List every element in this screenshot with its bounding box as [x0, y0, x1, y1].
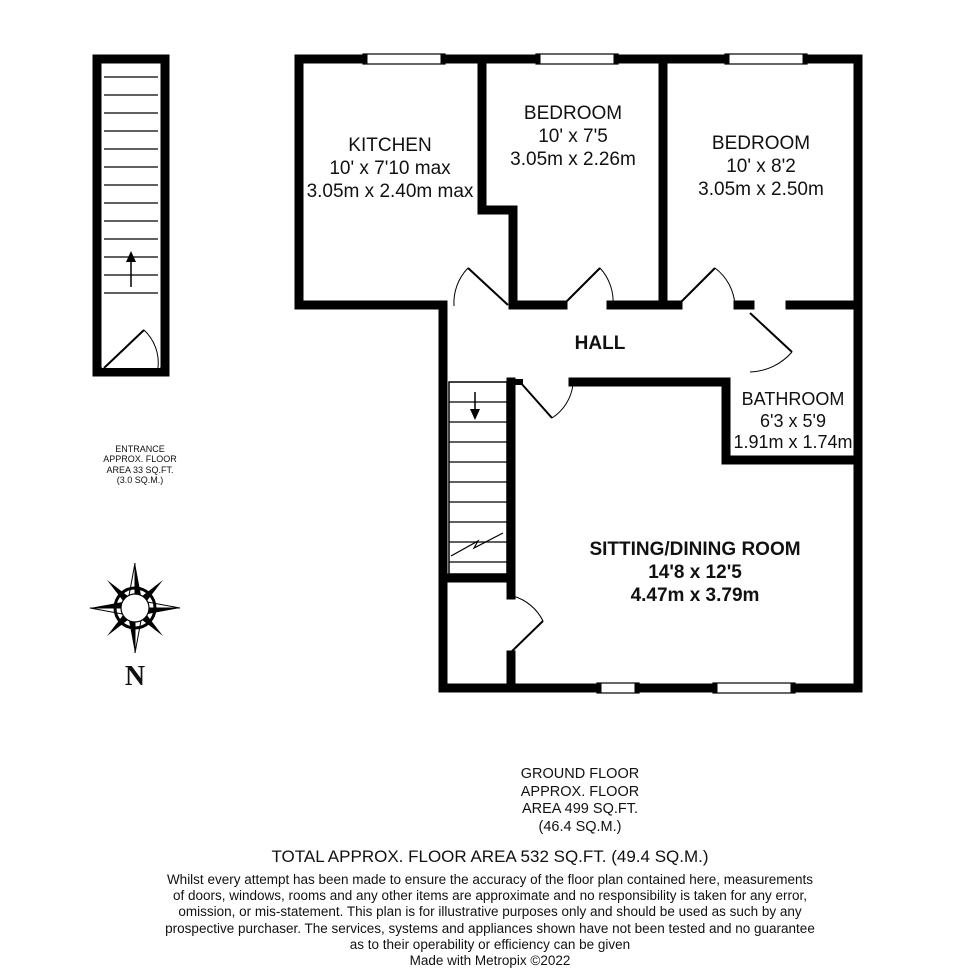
kitchen-metric: 3.05m x 2.40m max — [306, 180, 474, 202]
sitting-room-door — [520, 382, 573, 418]
compass-north-label: N — [124, 661, 146, 692]
disclaimer-line1: Whilst every attempt has been made to ensure the accuracy of the floor plan contained here, measurements — [166, 872, 814, 887]
bedroom2-label — [668, 133, 854, 201]
bedroom1-imperial: 10' x 7'5 — [538, 125, 608, 147]
hall-name: HALL — [574, 333, 626, 354]
bathroom-label — [728, 389, 858, 454]
kitchen-name: KITCHEN — [348, 135, 432, 156]
hall-label — [560, 333, 640, 356]
stair-down-arrow-icon — [470, 392, 480, 420]
entrance-line4: (3.0 SQ.M.) — [116, 475, 164, 486]
kitchen-window — [363, 54, 445, 64]
disclaimer — [0, 872, 980, 969]
bedroom1-metric: 3.05m x 2.26m — [510, 148, 636, 170]
ground-floor-line2: APPROX. FLOOR — [520, 783, 640, 800]
bedroom1-label — [487, 103, 659, 171]
kitchen-label — [300, 135, 480, 203]
bedroom2-name: BEDROOM — [711, 133, 811, 154]
bedroom1-window — [536, 54, 618, 64]
ground-floor-line4: (46.4 SQ.M.) — [538, 819, 622, 836]
bedroom1-door — [563, 268, 613, 306]
bedroom2-window — [725, 54, 807, 64]
bathroom-door — [750, 313, 792, 372]
sitting-window-2 — [713, 683, 795, 693]
entrance-line3: AREA 33 SQ.FT. — [106, 464, 174, 475]
ground-floor-area — [460, 766, 700, 837]
bathroom-imperial: 6'3 x 5'9 — [760, 410, 826, 431]
bathroom-metric: 1.91m x 1.74m — [733, 432, 853, 453]
kitchen-door — [454, 268, 508, 306]
disclaimer-line4: prospective purchaser. The services, systems and appliances shown have not been tested and no guarantee — [165, 920, 815, 936]
total-floor-area: TOTAL APPROX. FLOOR AREA 532 SQ.FT. (49.4 SQ.M.) — [271, 847, 709, 866]
entrance-area-text — [85, 444, 195, 485]
bathroom-name: BATHROOM — [741, 389, 845, 409]
ground-floor-line1: GROUND FLOOR — [520, 766, 640, 782]
kitchen-imperial: 10' x 7'10 max — [329, 157, 451, 179]
credit: Made with Metropix ©2022 — [409, 952, 571, 968]
bedroom2-metric: 3.05m x 2.50m — [698, 178, 824, 200]
internal-stairs — [449, 382, 507, 574]
sitting-room-imperial: 14'8 x 12'5 — [648, 561, 742, 583]
ground-floor-line3: AREA 499 SQ.FT. — [521, 801, 639, 818]
disclaimer-line2: of doors, windows, rooms and any other items are approximate and no responsibility is taken for any error, — [172, 888, 808, 904]
entrance-plan — [97, 59, 165, 372]
entrance-line2: APPROX. FLOOR — [103, 454, 177, 465]
entrance-line1: ENTRANCE — [115, 444, 165, 454]
sitting-room-name: SITTING/DINING ROOM — [589, 539, 801, 560]
disclaimer-line3: omission, or mis-statement. This plan is for illustrative purposes only and should be used as such by any — [178, 904, 802, 920]
bedroom1-name: BEDROOM — [523, 103, 623, 124]
compass-rose-icon — [90, 563, 180, 653]
sitting-room-metric: 4.47m x 3.79m — [630, 584, 760, 606]
bedroom2-imperial: 10' x 8'2 — [726, 155, 796, 177]
bedroom2-door — [678, 268, 735, 306]
sitting-room-label — [560, 539, 830, 607]
cupboard-door — [508, 596, 543, 655]
disclaimer-line5: as to their operability or efficiency can be given — [349, 936, 631, 952]
sitting-window-1 — [597, 683, 639, 693]
